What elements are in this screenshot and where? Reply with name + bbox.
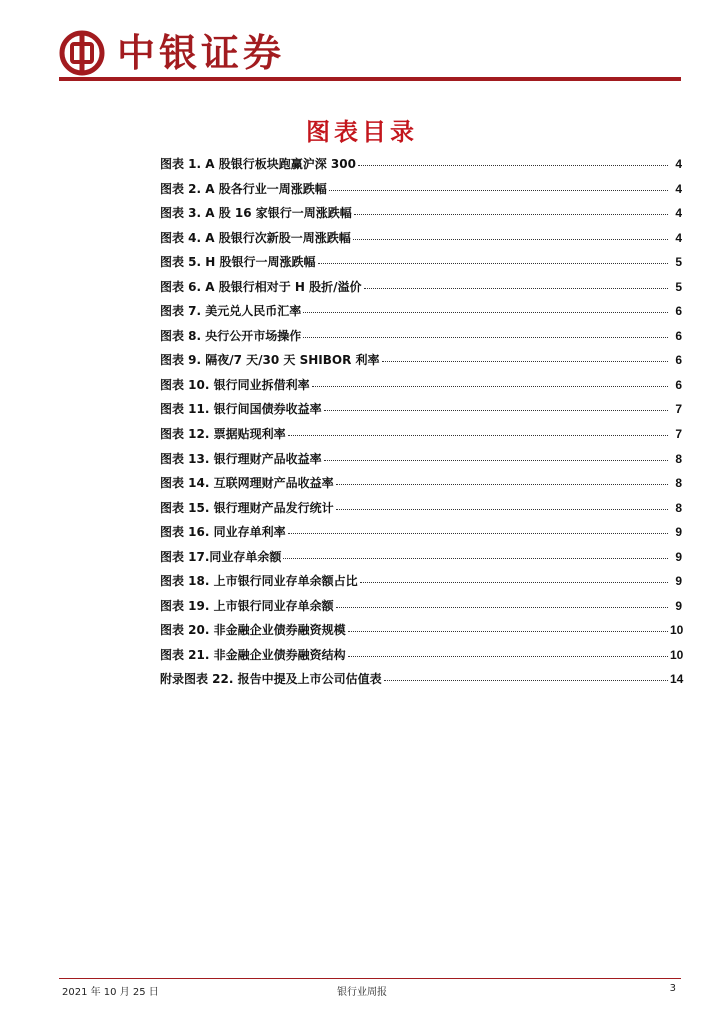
toc-leader-dots — [318, 253, 669, 264]
toc-entry[interactable] — [160, 621, 682, 646]
toc-entry-page: 6 — [675, 304, 682, 319]
toc-entry-label: 图表 12. 票据贴现利率 — [160, 427, 286, 442]
toc-entry[interactable] — [160, 302, 682, 327]
toc-entry-page: 9 — [675, 525, 682, 540]
toc-entry-page: 7 — [675, 402, 682, 417]
toc-entry[interactable] — [160, 425, 682, 450]
toc-entry-label: 图表 16. 同业存单利率 — [160, 525, 286, 540]
toc-entry-page: 10 — [670, 623, 684, 638]
toc-entry-label: 图表 11. 银行间国债券收益率 — [160, 402, 322, 417]
toc-entry-label: 图表 5. H 股银行一周涨跌幅 — [160, 255, 316, 270]
toc-entry[interactable] — [160, 474, 682, 499]
toc-entry[interactable] — [160, 376, 682, 401]
toc-entry-page: 7 — [675, 427, 682, 442]
toc-entry[interactable] — [160, 327, 682, 352]
footer-report-type: 银行业周报 — [337, 987, 387, 998]
toc-entry-label: 图表 20. 非金融企业债券融资规模 — [160, 623, 346, 638]
toc-entry-label: 图表 15. 银行理财产品发行统计 — [160, 500, 334, 515]
toc-entry-label: 图表 17.同业存单余额 — [160, 549, 282, 564]
toc-leader-dots — [312, 376, 668, 387]
toc-leader-dots — [324, 450, 668, 461]
toc-entry-label: 图表 14. 互联网理财产品收益率 — [160, 476, 334, 491]
toc-entry[interactable] — [160, 155, 682, 180]
footer-divider — [59, 978, 681, 979]
toc-leader-dots — [336, 597, 668, 608]
toc-entry-page: 6 — [675, 328, 682, 343]
toc-leader-dots — [354, 204, 668, 215]
toc-entry-label: 附录图表 22. 报告中提及上市公司估值表 — [160, 672, 382, 687]
toc-entry-page: 10 — [670, 647, 684, 662]
toc-entry[interactable] — [160, 204, 682, 229]
footer-page-number: 3 — [669, 983, 676, 994]
toc-entry-label: 图表 4. A 股银行次新股一周涨跌幅 — [160, 230, 351, 245]
toc-entry-page: 5 — [675, 279, 682, 294]
toc-entry[interactable] — [160, 572, 682, 597]
toc-entry[interactable] — [160, 523, 682, 548]
toc-leader-dots — [364, 278, 668, 289]
toc-entry[interactable] — [160, 253, 682, 278]
toc-entry[interactable] — [160, 180, 682, 205]
toc-entry-page: 8 — [675, 451, 682, 466]
toc-title: 图表目录 — [306, 118, 418, 146]
toc-entry[interactable] — [160, 450, 682, 475]
toc-leader-dots — [303, 302, 668, 313]
toc-entry[interactable] — [160, 400, 682, 425]
toc-leader-dots — [288, 425, 668, 436]
toc-entry-page: 4 — [675, 206, 682, 221]
toc-leader-dots — [382, 351, 668, 362]
toc-list — [160, 155, 682, 695]
toc-leader-dots — [324, 400, 668, 411]
footer-date: 2021 年 10 月 25 日 — [62, 987, 159, 998]
toc-entry-label: 图表 18. 上市银行同业存单余额占比 — [160, 574, 358, 589]
toc-leader-dots — [358, 155, 668, 166]
toc-leader-dots — [303, 327, 668, 338]
toc-entry-label: 图表 8. 央行公开市场操作 — [160, 328, 302, 343]
toc-entry-label: 图表 1. A 股银行板块跑赢沪深 300 — [160, 157, 356, 171]
toc-entry-page: 4 — [675, 181, 682, 196]
toc-entry-label: 图表 3. A 股 16 家银行一周涨跌幅 — [160, 206, 352, 221]
toc-leader-dots — [384, 670, 668, 681]
toc-entry-page: 4 — [675, 230, 682, 245]
toc-leader-dots — [283, 548, 668, 559]
toc-entry-page: 9 — [675, 549, 682, 564]
brand-name: 中银证券 — [117, 30, 286, 75]
toc-entry[interactable] — [160, 646, 682, 671]
bank-of-china-logo-icon — [59, 30, 105, 76]
toc-entry-page: 14 — [670, 672, 684, 687]
toc-entry-page: 8 — [675, 476, 682, 491]
toc-entry-label: 图表 9. 隔夜/7 天/30 天 SHIBOR 利率 — [160, 353, 380, 368]
toc-leader-dots — [329, 180, 668, 191]
toc-entry-label: 图表 19. 上市银行同业存单余额 — [160, 598, 334, 613]
toc-leader-dots — [336, 499, 668, 510]
toc-entry[interactable] — [160, 548, 682, 573]
toc-entry-label: 图表 6. A 股银行相对于 H 股折/溢价 — [160, 279, 362, 294]
header-divider — [59, 77, 681, 81]
toc-entry-label: 图表 7. 美元兑人民币汇率 — [160, 304, 302, 319]
toc-entry[interactable] — [160, 351, 682, 376]
toc-entry-page: 5 — [675, 255, 682, 270]
toc-leader-dots — [348, 646, 668, 657]
toc-leader-dots — [288, 523, 668, 534]
toc-entry-label: 图表 10. 银行同业拆借利率 — [160, 377, 310, 392]
toc-entry-page: 4 — [675, 157, 682, 171]
toc-entry-page: 8 — [675, 500, 682, 515]
toc-entry-page: 9 — [675, 574, 682, 589]
toc-entry-page: 6 — [675, 353, 682, 368]
toc-entry-label: 图表 13. 银行理财产品收益率 — [160, 451, 322, 466]
toc-leader-dots — [360, 572, 668, 583]
toc-leader-dots — [353, 229, 668, 240]
toc-entry[interactable] — [160, 670, 682, 695]
toc-entry-label: 图表 2. A 股各行业一周涨跌幅 — [160, 181, 327, 196]
toc-entry[interactable] — [160, 278, 682, 303]
page-header — [59, 22, 681, 82]
toc-entry[interactable] — [160, 229, 682, 254]
toc-entry-page: 6 — [675, 377, 682, 392]
toc-leader-dots — [336, 474, 668, 485]
toc-entry[interactable] — [160, 597, 682, 622]
toc-entry[interactable] — [160, 499, 682, 524]
toc-entry-page: 9 — [675, 598, 682, 613]
toc-entry-label: 图表 21. 非金融企业债券融资结构 — [160, 647, 346, 662]
toc-leader-dots — [348, 621, 668, 632]
